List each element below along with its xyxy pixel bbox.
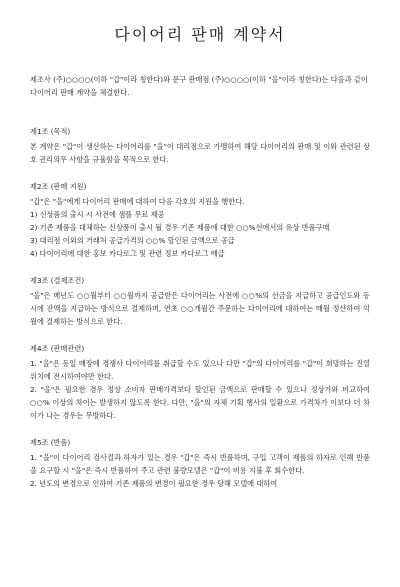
- document-title: 다이어리 판매 계약서: [114, 25, 286, 44]
- article-paragraph: 1. "을"이 다이어리 검사결과 하자가 있는 경우 "갑"은 즉시 반품하며, 구입 고객이 제품의 하자로 인해 반품을 요구할 시 "을"은 즉시 반품하여 주고 관련 불량모델은 "갑"이 비용 지불 후 회수한다.: [30, 453, 370, 475]
- article-heading: 제3조 (결제조건): [30, 276, 85, 285]
- article-4: [30, 342, 370, 422]
- article-3: [30, 274, 370, 328]
- article-paragraph: 4) 다이어리에 대한 홍보 카다로그 및 관련 정보 카다로그 배급: [30, 249, 225, 258]
- document-page: [0, 22, 400, 587]
- article-2: [30, 180, 370, 260]
- article-paragraph: "갑"은 "을"에게 다이어리 판매에 대하여 다음 각호의 지원을 행한다.: [30, 197, 245, 206]
- article-heading: 제4조 (판매관련): [30, 344, 85, 353]
- article-5: [30, 436, 370, 490]
- article-heading: 제5조 (반품): [30, 438, 71, 447]
- article-heading: 제2조 (판매 지원): [30, 182, 87, 191]
- article-paragraph: 1. "을"은 동일 매장에 경쟁사 다이어리를 취급할 수도 있으나 다만 "갑"의 다이어리를 "갑"이 희망하는 진열 위치에 전시하여야만 한다.: [30, 359, 370, 381]
- article-paragraph: 2) 기존 제품을 대체하는 신상품이 출시 될 경우 기존 제품에 대한 ○○%선에서의 유상 반품구매: [30, 223, 330, 232]
- article-paragraph: 3) 대리점 이외의 거래처 공급가격의 ○○% 할인된 금액으로 공급: [30, 236, 235, 245]
- article-paragraph: 본 계약은 "갑"이 생산하는 다이어리를 "을"이 대리점으로 가맹하여 해당 다이어리의 판매 및 이와 관련된 상호 권리의무 사항을 규율함을 목적으로 한다.: [30, 142, 370, 164]
- article-heading: 제1조 (목적): [30, 127, 71, 136]
- article-paragraph: 2. "을"은 필요한 경우 정상 소비자 판매가격보다 할인된 금액으로 판매할 수 있으나 정상가와 비교하여 ○○% 이상의 차이는 발생하지 않도록 한다. 다만, "을"의 자체 기획 행사의 일환으로 가격차가 이보다 더 차이가 나는 경우는 무방하다.: [30, 385, 370, 420]
- article-paragraph: 2. 년도의 변경으로 인하여 기존 제품의 변경이 필요한 경우 당해 모델에 대하여: [30, 479, 278, 488]
- intro-paragraph: 제조사 (주)○○○○(이하 "갑"이라 칭한다)와 문구 판매점 (주)○○○○(이하 "을"이라 칭한다)는 다음과 같이 다이어리 판매 계약을 체결한다.: [30, 75, 368, 97]
- article-paragraph: 1) 신상품의 출시 시 사전에 샘플 무료 제공: [30, 210, 165, 219]
- article-paragraph: "을"은 매년도 ○○월부터 ○○월까지 공급받은 다이어리는 사전에 ○○%의 선금을 지급하고 공급인도와 동시에 잔액을 지급하는 방식으로 결제하며, 연초 ○○개월간 주문하는 다이어리에 대하여는 매월 정산하여 익월에 결제하는 방식으로 한다.: [30, 291, 370, 326]
- article-1: [30, 125, 370, 166]
